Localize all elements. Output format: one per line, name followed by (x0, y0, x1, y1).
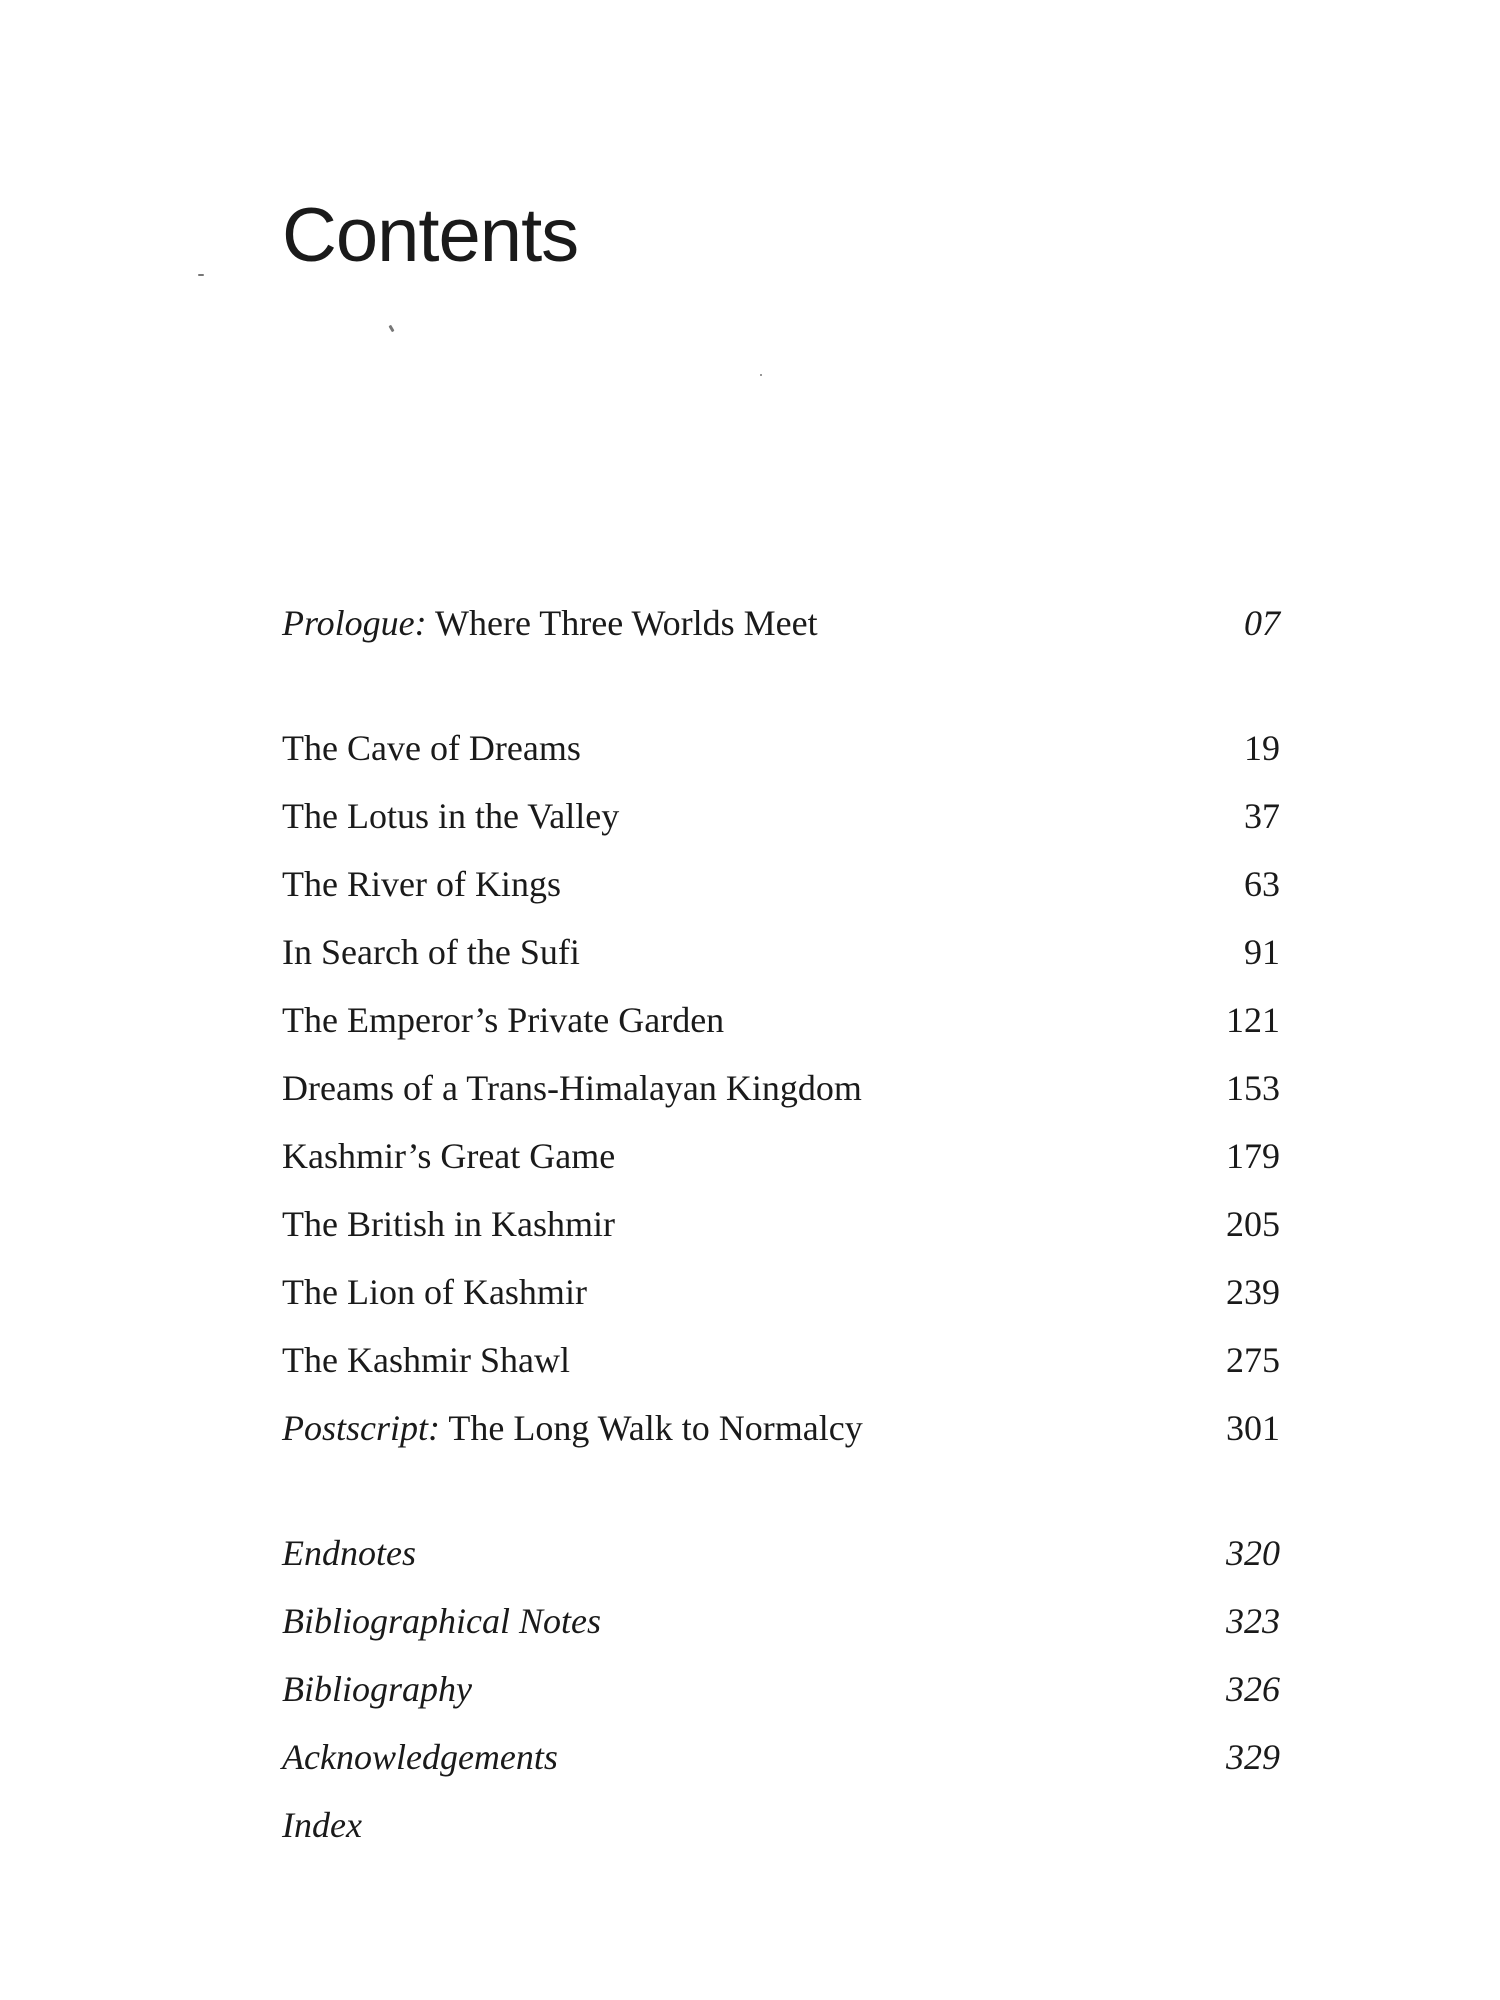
toc-entry-title: Bibliography (282, 1669, 472, 1709)
toc-entry-back-matter[interactable] (282, 1739, 1280, 1783)
toc-entry-title: Acknowledgements (282, 1737, 558, 1777)
toc-entry-title: In Search of the Sufi (282, 932, 580, 972)
toc-entry-page: 239 (1226, 1272, 1280, 1312)
toc-entry-chapter[interactable] (282, 1138, 1280, 1182)
toc-entry-page: 121 (1226, 1000, 1280, 1040)
toc-entry-chapter[interactable] (282, 1274, 1280, 1318)
toc-entry-page: 323 (1226, 1601, 1280, 1641)
toc-entry-title: Kashmir’s Great Game (282, 1136, 616, 1176)
toc-entry-prologue[interactable] (282, 605, 1280, 649)
scan-speck (388, 325, 394, 333)
toc-entry-chapter[interactable] (282, 934, 1280, 978)
toc-entry-page: 19 (1244, 728, 1280, 768)
toc-entry-page: 63 (1244, 864, 1280, 904)
toc-entry-page: 320 (1226, 1533, 1280, 1573)
toc-entry-title: Dreams of a Trans-Himalayan Kingdom (282, 1068, 862, 1108)
toc-entry-title: Bibliographical Notes (282, 1601, 601, 1641)
toc-entry-chapter[interactable] (282, 1342, 1280, 1386)
toc-entry-title: The Cave of Dreams (282, 728, 581, 768)
toc-entry-page: 275 (1226, 1340, 1280, 1380)
toc-entry-title (282, 605, 818, 641)
toc-entry-chapter[interactable] (282, 798, 1280, 842)
toc-entry-chapter[interactable] (282, 1002, 1280, 1046)
toc-entry-chapter[interactable] (282, 866, 1280, 910)
toc-entry-page: 37 (1244, 796, 1280, 836)
toc-entry-title: The Kashmir Shawl (282, 1340, 570, 1380)
toc-entry-title: The British in Kashmir (282, 1204, 615, 1244)
toc-entry-title: Index (282, 1805, 362, 1845)
toc-entry-back-matter[interactable] (282, 1603, 1280, 1647)
scan-speck (198, 274, 204, 276)
toc-entry-title (282, 1410, 863, 1446)
toc-entry-label: Postscript: (282, 1408, 440, 1448)
toc-entry-page: 179 (1226, 1136, 1280, 1176)
toc-entry-page: 301 (1226, 1408, 1280, 1448)
toc-entry-text: The Long Walk to Normalcy (448, 1408, 863, 1448)
toc-entry-page: 326 (1226, 1669, 1280, 1709)
toc-entry-chapter[interactable] (282, 730, 1280, 774)
toc-entry-title: The Emperor’s Private Garden (282, 1000, 725, 1040)
toc-entry-text: Where Three Worlds Meet (435, 603, 818, 643)
toc-entry-title: The Lion of Kashmir (282, 1272, 587, 1312)
toc-entry-title: The Lotus in the Valley (282, 796, 620, 836)
toc-entry-page: 153 (1226, 1068, 1280, 1108)
toc-entry-chapter[interactable] (282, 1206, 1280, 1250)
page-title: Contents (282, 193, 579, 278)
toc-entry-page: 91 (1244, 932, 1280, 972)
toc-entry-title: Endnotes (282, 1533, 416, 1573)
toc-entry-chapter[interactable] (282, 1070, 1280, 1114)
toc-entry-page: 205 (1226, 1204, 1280, 1244)
toc-entry-back-matter[interactable] (282, 1535, 1280, 1579)
toc-entry-title: The River of Kings (282, 864, 561, 904)
toc-entry-back-matter[interactable] (282, 1671, 1280, 1715)
toc-entry-label: Prologue: (282, 603, 427, 643)
toc-entry-back-matter[interactable] (282, 1807, 1280, 1851)
toc-entry-postscript[interactable] (282, 1410, 1280, 1454)
toc-entry-page: 07 (1244, 603, 1280, 643)
scan-speck (760, 374, 762, 376)
toc-entry-page: 329 (1226, 1737, 1280, 1777)
